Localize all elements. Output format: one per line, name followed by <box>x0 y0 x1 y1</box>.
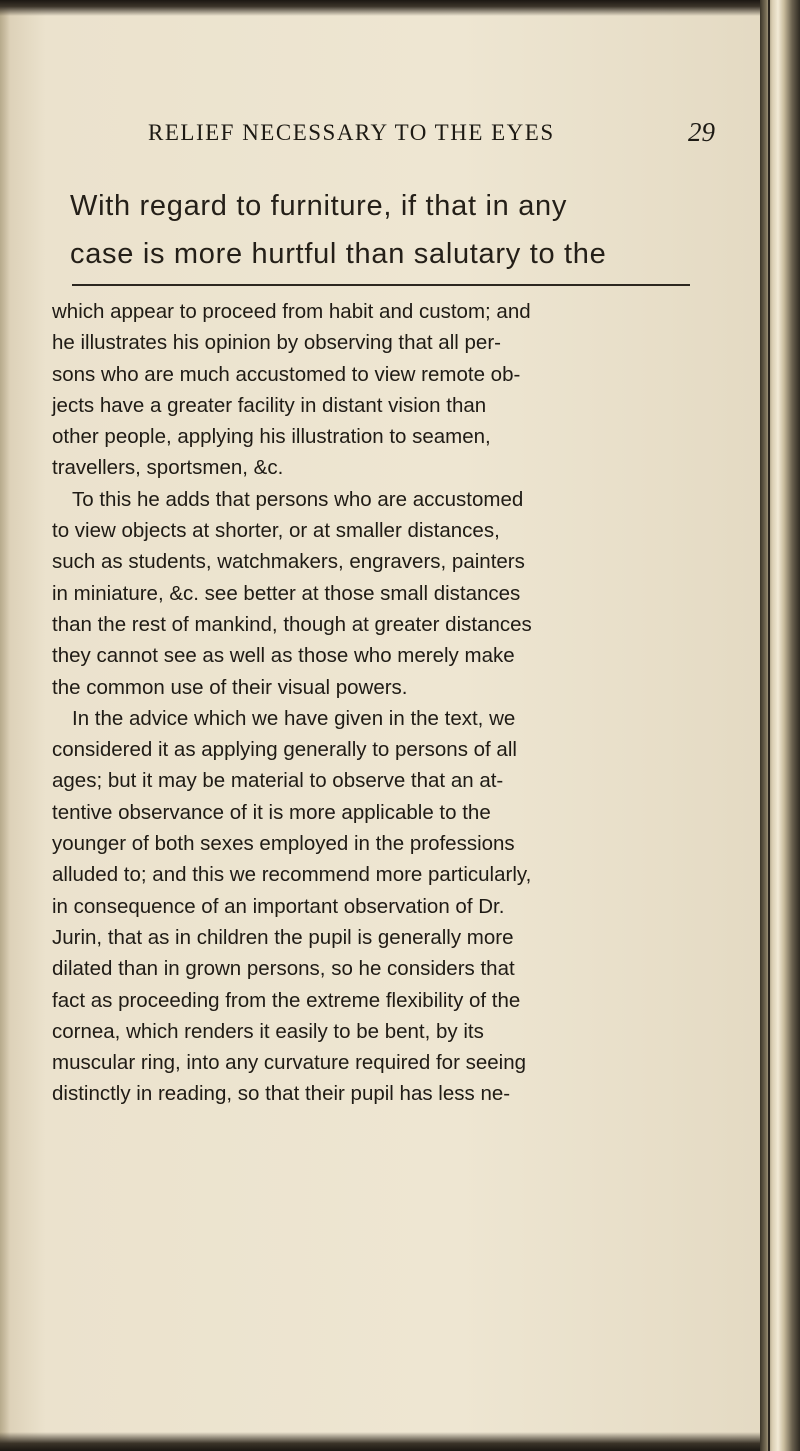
binding-line <box>768 0 770 1451</box>
running-head: RELIEF NECESSARY TO THE EYES <box>148 120 555 145</box>
body-line: he illustrates his opinion by observing that all per- <box>52 331 501 355</box>
quote-line-2: case is more hurtful than salutary to the <box>70 238 607 270</box>
body-line: which appear to proceed from habit and custom; and <box>52 300 531 323</box>
book-binding-edge <box>760 0 800 1451</box>
footnote-rule <box>72 284 690 286</box>
body-line: dilated than in grown persons, so he considers that <box>52 957 515 981</box>
body-line: in miniature, &c. see better at those small distances <box>52 581 521 605</box>
body-line: cornea, which renders it easily to be bent, by its <box>52 1019 484 1043</box>
body-line: younger of both sexes employed in the professions <box>52 832 515 856</box>
bottom-edge-shadow <box>0 1432 760 1451</box>
footnote-body <box>52 296 702 1110</box>
body-line: fact as proceeding from the extreme flexibility of the <box>52 988 521 1012</box>
body-line: considered it as applying generally to persons of all <box>52 738 517 762</box>
body-line: other people, applying his illustration to seamen, <box>52 425 491 449</box>
body-line: tentive observance of it is more applicable to the <box>52 800 491 824</box>
body-line: jects have a greater facility in distant vision than <box>52 393 487 417</box>
body-line: muscular ring, into any curvature required for seeing <box>52 1051 527 1075</box>
page-edge-shading <box>0 0 10 1451</box>
body-line: Jurin, that as in children the pupil is generally more <box>52 925 514 949</box>
top-edge-shadow <box>0 0 760 16</box>
body-line: the common use of their visual powers. <box>52 675 408 699</box>
body-line: travellers, sportsmen, &c. <box>52 456 284 480</box>
body-line: In the advice which we have given in the text, we <box>72 706 516 730</box>
body-line: distinctly in reading, so that their pupil has less ne- <box>52 1082 511 1106</box>
body-line: such as students, watchmakers, engravers, painters <box>52 550 525 574</box>
body-line: alluded to; and this we recommend more particularly, <box>52 863 532 887</box>
body-line: than the rest of mankind, though at greater distances <box>52 612 532 636</box>
body-line: sons who are much accustomed to view remote ob- <box>52 362 521 386</box>
body-line: ages; but it may be material to observe that an at- <box>52 769 504 793</box>
body-line: to view objects at shorter, or at smaller distances, <box>52 519 500 543</box>
body-line: they cannot see as well as those who merely make <box>52 644 515 668</box>
body-line: To this he adds that persons who are accustomed <box>72 487 524 511</box>
body-line: in consequence of an important observation of Dr. <box>52 894 505 918</box>
quote-line-1: With regard to furniture, if that in any <box>70 190 568 222</box>
page-number: 29 <box>688 117 715 147</box>
